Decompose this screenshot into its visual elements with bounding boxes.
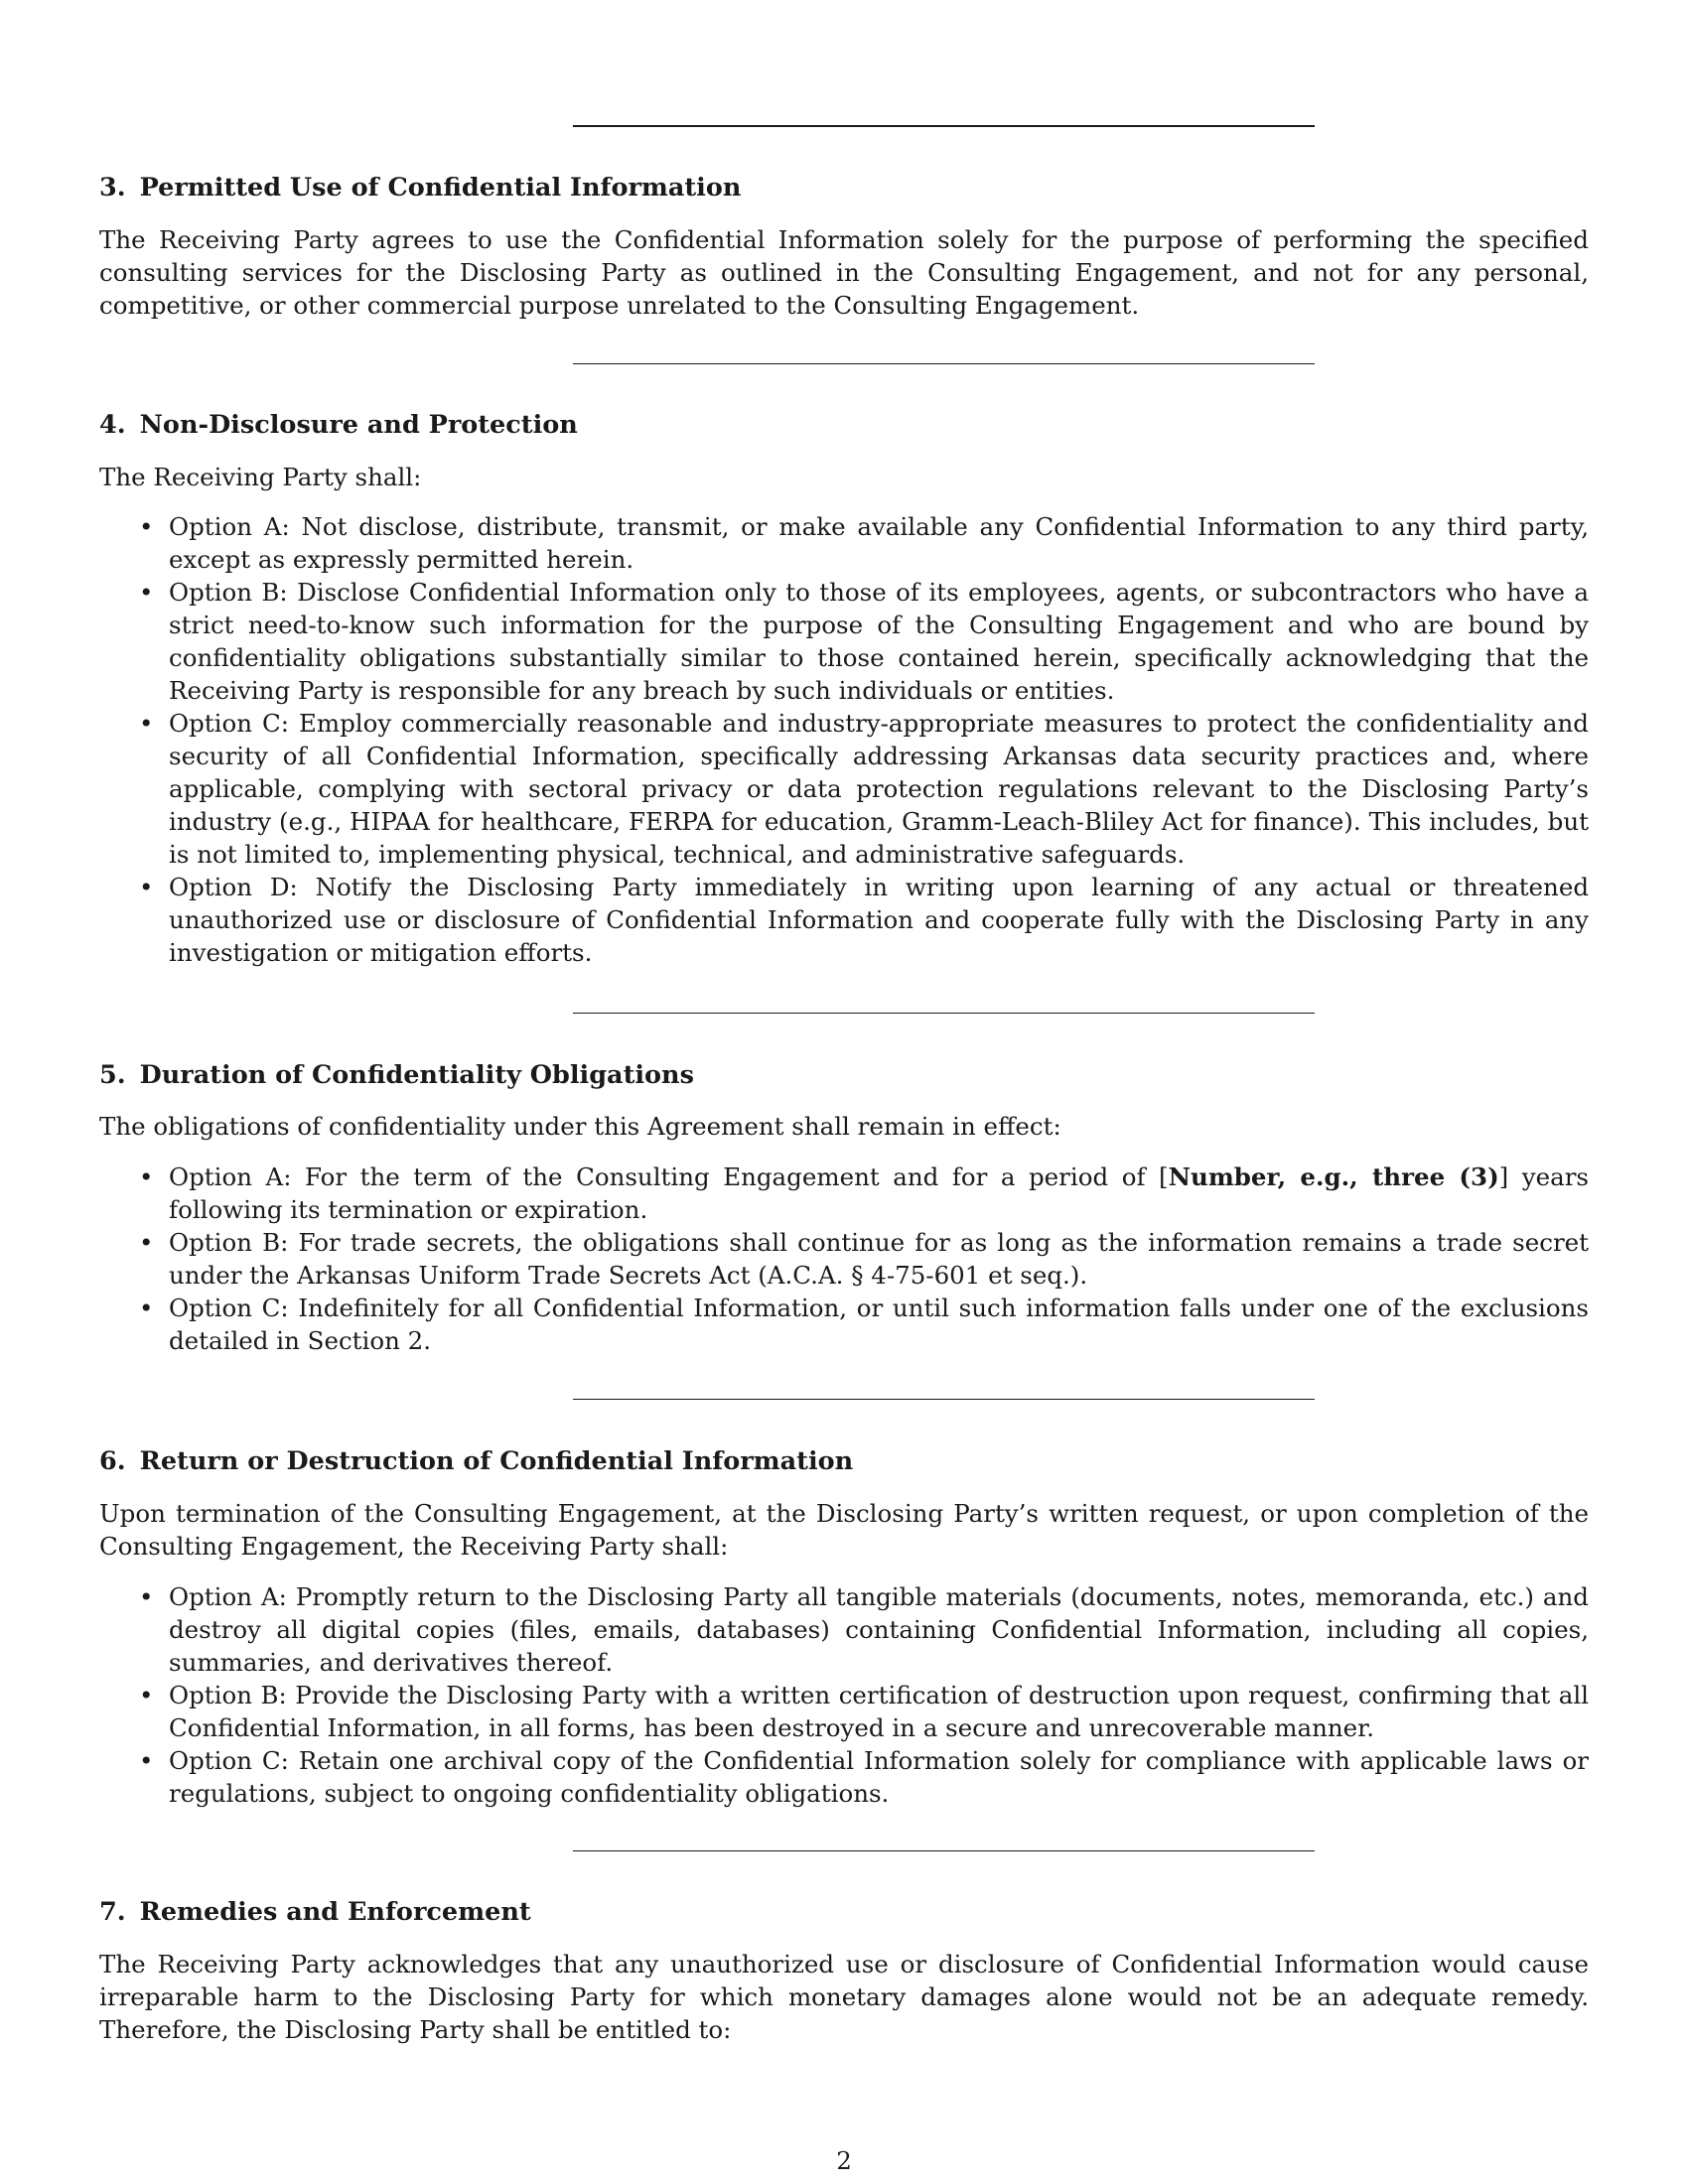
section-title: Duration of Confidentiality Obligations xyxy=(139,1060,694,1090)
section-title: Non-Disclosure and Protection xyxy=(139,410,578,440)
section-4-options xyxy=(99,510,1589,969)
list-item: • Option B: For trade secrets, the obligations shall continue for as long as the information remains a trade secret under the Arkansas Uniform Trade Secrets Act (A.C.A. § 4-75-601 et seq.). xyxy=(99,1226,1589,1292)
list-item: • Option D: Notify the Disclosing Party immediately in writing upon learning of any actual or threatened unauthorized use or disclosure of Confidential Information and cooperate fully with the Disclosing Party in any investigation or mitigation efforts. xyxy=(99,871,1589,969)
list-item: • Option C: Indefinitely for all Confidential Information, or until such information falls under one of the exclusions detailed in Section 2. xyxy=(99,1292,1589,1357)
section-divider xyxy=(573,1399,1315,1400)
section-7-body: The Receiving Party acknowledges that any unauthorized use or disclosure of Confidential Information would cause irreparable harm to the Disclosing Party for which monetary damages alone would not be an adequate remedy. Therefore, the Disclosing Party shall be entitled to: xyxy=(99,1950,1589,2044)
section-number: 7. xyxy=(99,1897,126,1927)
section-4-intro: The Receiving Party shall: xyxy=(99,463,422,491)
section-number: 3. xyxy=(99,173,126,203)
list-item: • Option C: Employ commercially reasonable and industry-appropriate measures to protect the confidentiality and security of all Confidential Information, specifically addressing Arkansas data security practices and, where applicable, complying with sectoral privacy or data protection regulations relevant to the Disclosing Party’s industry (e.g., HIPAA for healthcare, FERPA for education, Gramm-Leach-Bliley Act for finance). This includes, but is not limited to, implementing physical, technical, and administrative safeguards. xyxy=(99,707,1589,871)
section-title: Return or Destruction of Confidential Information xyxy=(139,1446,854,1476)
list-item: • Option A: Not disclose, distribute, transmit, or make available any Confidential Information to any third party, except as expressly permitted herein. xyxy=(99,510,1589,576)
section-7-heading xyxy=(99,1896,531,1929)
section-divider xyxy=(573,1850,1315,1851)
placeholder-term: Number, e.g., three (3) xyxy=(1168,1162,1499,1191)
section-number: 5. xyxy=(99,1060,126,1090)
placeholder-bracket: ] xyxy=(1498,1162,1509,1191)
section-divider xyxy=(573,125,1315,127)
section-6-options xyxy=(99,1580,1589,1810)
section-divider xyxy=(573,363,1315,364)
section-title: Permitted Use of Confidential Information xyxy=(139,173,742,203)
page-number: 2 xyxy=(836,2146,852,2175)
list-item xyxy=(99,1160,1589,1226)
section-6-heading xyxy=(99,1445,853,1478)
section-title: Remedies and Enforcement xyxy=(139,1897,531,1927)
section-3-heading xyxy=(99,172,741,205)
section-5-intro: The obligations of confidentiality under this Agreement shall remain in effect: xyxy=(99,1112,1061,1141)
section-5-heading xyxy=(99,1059,694,1092)
section-number: 4. xyxy=(99,410,126,440)
section-5-options xyxy=(99,1160,1589,1357)
option-a-text: Option A: For the term of the Consulting Engagement and for a period of xyxy=(169,1162,1160,1191)
section-number: 6. xyxy=(99,1446,126,1476)
section-divider xyxy=(573,1013,1315,1014)
section-3-body: The Receiving Party agrees to use the Confidential Information solely for the purpose of performing the specified consulting services for the Disclosing Party as outlined in the Consulting Engagement, and not for any personal, competitive, or other commercial purpose unrelated to the Consulting Engagement. xyxy=(99,225,1589,320)
section-4-heading xyxy=(99,409,578,442)
list-item: • Option B: Disclose Confidential Information only to those of its employees, agents, or subcontractors who have a strict need-to-know such information for the purpose of the Consulting Engagement and who are bound by confidentiality obligations substantially similar to those contained herein, specifically acknowledging that the Receiving Party is responsible for any breach by such individuals or entities. xyxy=(99,576,1589,707)
list-item: • Option B: Provide the Disclosing Party with a written certification of destruction upon request, confirming that all Confidential Information, in all forms, has been destroyed in a secure and unrecoverable manner. xyxy=(99,1679,1589,1744)
section-6-intro: Upon termination of the Consulting Engagement, at the Disclosing Party’s written request, or upon completion of the Consulting Engagement, the Receiving Party shall: xyxy=(99,1499,1589,1561)
list-item: • Option C: Retain one archival copy of the Confidential Information solely for compliance with applicable laws or regulations, subject to ongoing confidentiality obligations. xyxy=(99,1744,1589,1810)
placeholder-bracket: [ xyxy=(1159,1162,1169,1191)
option-a-text-end: years following its termination or expiration. xyxy=(169,1162,1589,1224)
list-item: • Option A: Promptly return to the Disclosing Party all tangible materials (documents, notes, memoranda, etc.) and destroy all digital copies (files, emails, databases) containing Confidential Information, including all copies, summaries, and derivatives thereof. xyxy=(99,1580,1589,1679)
